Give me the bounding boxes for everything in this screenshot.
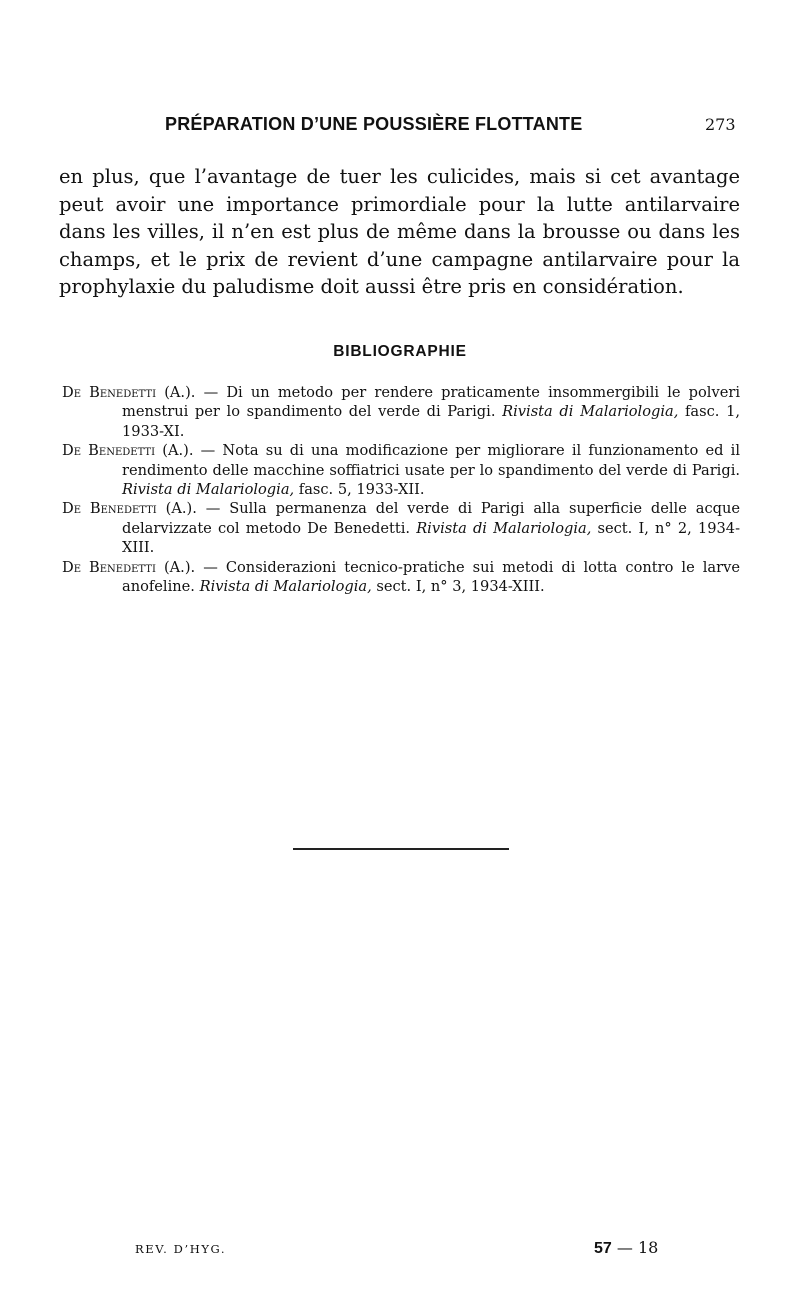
reference-journal: Rivista di Malariologia,	[502, 403, 679, 421]
running-title: PRÉPARATION D’UNE POUSSIÈRE FLOTTANTE	[165, 114, 583, 134]
end-rule	[293, 848, 509, 850]
reference-author: De Benedetti	[62, 500, 157, 518]
reference-author: De Benedetti	[62, 558, 156, 576]
footer-journal-abbrev: REV. D’HYG.	[135, 1242, 227, 1256]
reference-author: De Benedetti	[62, 442, 156, 460]
signature-number: 57	[594, 1240, 612, 1257]
reference-title: — Sulla permanenza del verde di Parigi alla superficie delle acque delarvizzate col metodo De Benedetti.	[122, 500, 740, 537]
reference-initials: (A.).	[163, 558, 196, 576]
reference-initials: (A.).	[165, 500, 197, 518]
reference-list	[62, 383, 740, 596]
reference-entry	[62, 441, 740, 499]
signature-sheet: 18	[637, 1238, 659, 1257]
reference-author: De Benedetti	[62, 384, 157, 401]
reference-details: fasc. 5, 1933-XII.	[294, 481, 425, 499]
reference-details: sect. I, n° 2, 1934-XIII.	[122, 519, 740, 557]
reference-journal: Rivista di Malariologia,	[199, 578, 372, 596]
reference-title: — Considerazioni tecnico-pratiche sui metodi di lotta contro le larve anofeline.	[122, 558, 740, 596]
bibliography-heading: BIBLIOGRAPHIE	[333, 343, 467, 360]
reference-initials: (A.).	[162, 442, 194, 460]
body-paragraph: en plus, que l’avantage de tuer les culicides, mais si cet avantage peut avoir une importance primordiale pour la lutte antilarvaire dans les villes, il n’en est plus de même dans la brousse ou dans les champs, et le prix de revient d’une campagne antilarvaire pour la prophylaxie du paludisme doit aussi être pris en considération.	[59, 165, 740, 299]
reference-title: — Nota su di una modificazione per migliorare il funzionamento ed il rendimento delle macchine soffiatrici usate per lo spandimento del verde di Parigi.	[122, 442, 741, 479]
reference-entry	[62, 499, 740, 557]
reference-details: fasc. 1, 1933-XI.	[122, 403, 741, 440]
reference-title: — Di un metodo per rendere praticamente insommergibili le polveri menstrui per lo spandimento del verde di Parigi.	[122, 384, 741, 421]
footer-signature	[594, 1238, 658, 1258]
reference-entry	[62, 558, 740, 597]
reference-entry	[62, 383, 740, 441]
reference-journal: Rivista di Malariologia,	[122, 481, 295, 499]
reference-initials: (A.).	[164, 384, 196, 401]
reference-journal: Rivista di Malariologia,	[416, 519, 592, 537]
reference-details: sect. I, n° 3, 1934-XIII.	[371, 578, 545, 596]
signature-dash: —	[611, 1238, 638, 1257]
page-number: 273	[705, 115, 736, 134]
